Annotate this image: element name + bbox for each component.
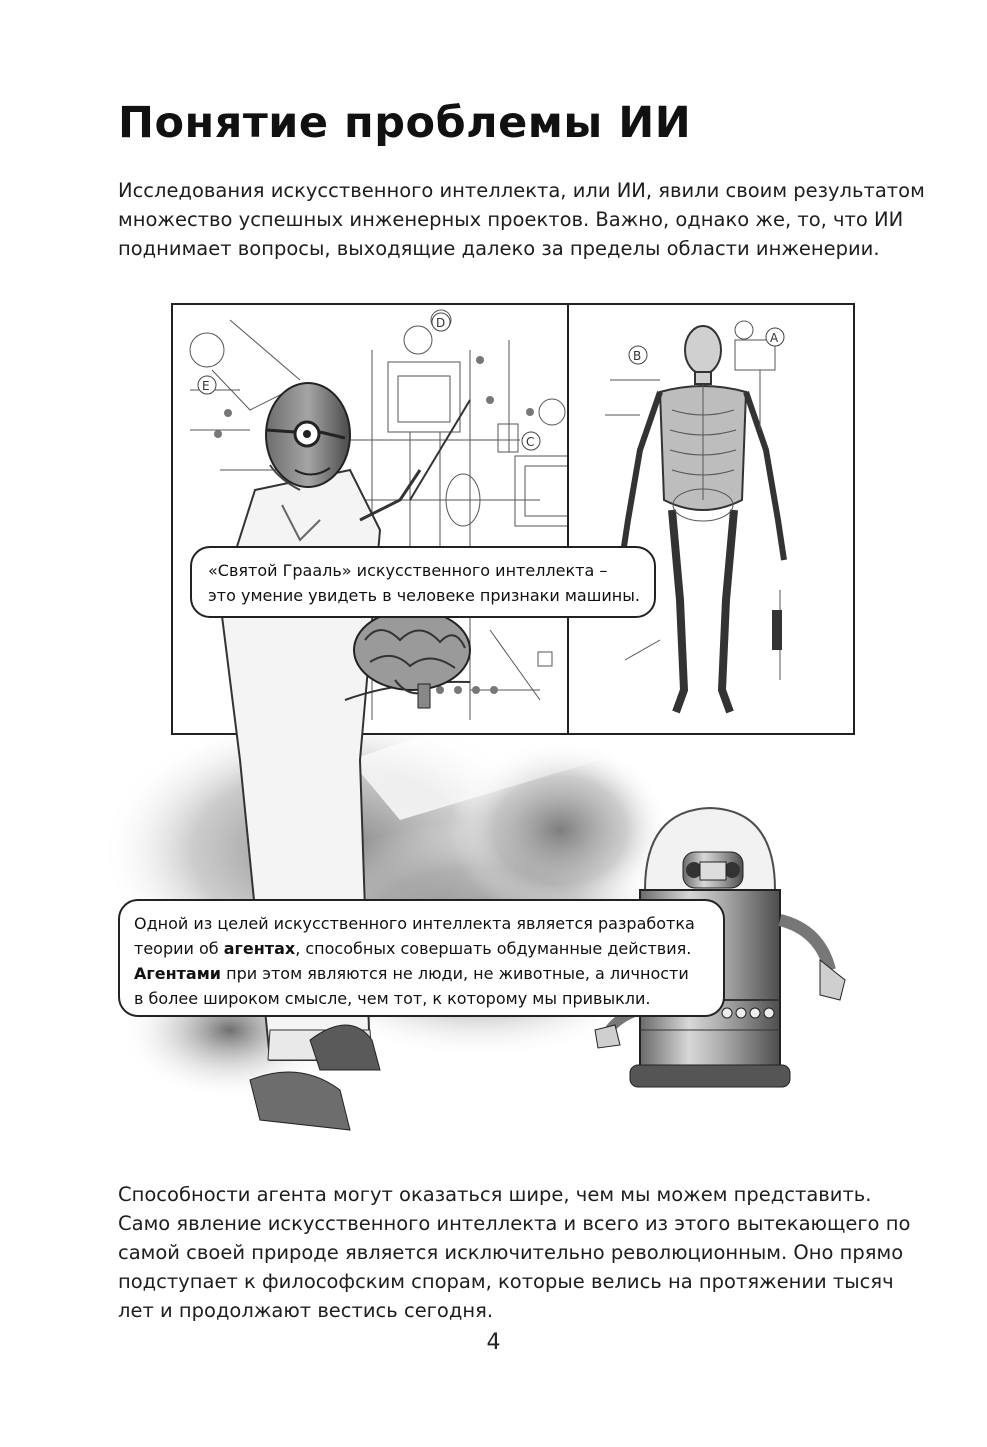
speech-bubble-holy-grail — [190, 546, 656, 618]
outro-line: лет и продолжают вестись сегодня. — [118, 1299, 494, 1322]
bubble2-bold-term: Агентами — [134, 964, 222, 983]
bubble2-bold-term: агентах — [223, 939, 296, 958]
anatomy-skeleton-panel — [568, 304, 854, 734]
page-heading: Понятие проблемы ИИ — [118, 98, 692, 148]
outro-paragraph — [118, 1180, 918, 1325]
bubble1-line: это умение увидеть в человеке признаки машины. — [208, 586, 640, 605]
label-e: E — [202, 379, 210, 393]
bubble2-line: Одной из целей искусственного интеллекта является разработка — [134, 914, 695, 933]
outro-line: самой своей природе является исключительно революционным. Оно прямо — [118, 1241, 904, 1264]
label-b: B — [633, 349, 642, 363]
outro-line: подступает к философским спорам, которые велись на протяжении тысяч — [118, 1270, 894, 1293]
bubble2-line — [134, 961, 709, 986]
bubble2-line — [134, 936, 709, 961]
bubble2-text: , способных совершать обдуманные действия. — [295, 939, 692, 958]
label-d: D — [436, 316, 446, 330]
outro-line: Само явление искусственного интеллекта и всего из этого вытекающего по — [118, 1212, 911, 1235]
smoke-cloud — [100, 690, 680, 1100]
intro-line: множество успешных инженерных проектов. Важно, однако же, то, что ИИ — [118, 208, 904, 231]
bubble2-text: при этом являются не люди, не животные, а личности — [221, 964, 689, 983]
speech-bubble-agents — [118, 899, 725, 1017]
label-a: A — [770, 331, 779, 345]
bubble1-line: «Святой Грааль» искусственного интеллекта – — [208, 561, 608, 580]
label-c: C — [526, 435, 535, 449]
bubble2-text: теории об — [134, 939, 224, 958]
intro-line: Исследования искусственного интеллекта, или ИИ, явили своим результатом — [118, 179, 925, 202]
bubble2-line: в более широком смысле, чем тот, к которому мы привыкли. — [134, 989, 651, 1008]
page-number: 4 — [486, 1330, 501, 1355]
outro-line: Способности агента могут оказаться шире, чем мы можем представить. — [118, 1183, 872, 1206]
intro-line: поднимает вопросы, выходящие далеко за пределы области инженерии. — [118, 237, 880, 260]
